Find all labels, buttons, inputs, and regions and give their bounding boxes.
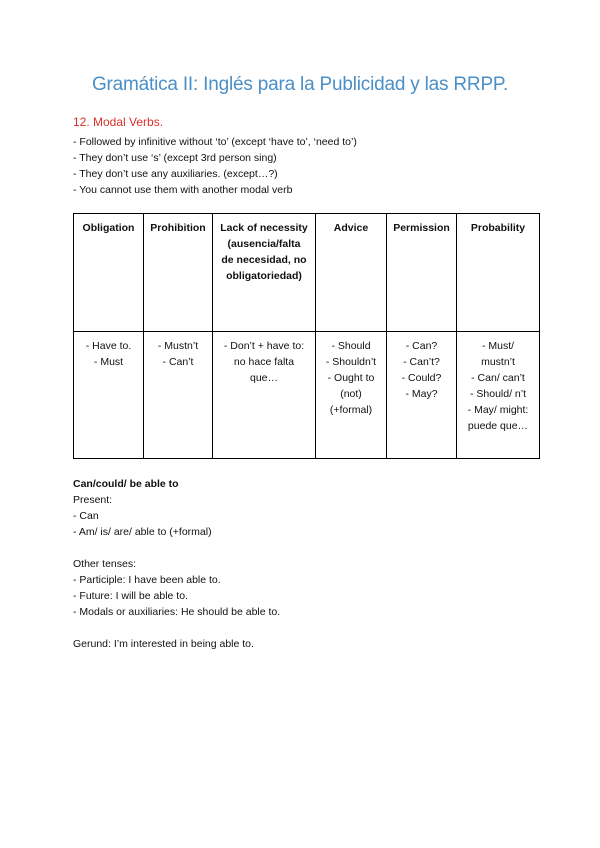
header-permission: Permission (387, 214, 457, 332)
other-tense-item: - Future: I will be able to. (73, 590, 188, 602)
cell-prohibition: - Mustn’t - Can’t (144, 332, 213, 459)
page-title: Gramática II: Inglés para la Publicidad y las RRPP. (91, 74, 509, 95)
rules-list (73, 134, 357, 198)
header-obligation: Obligation (74, 214, 144, 332)
cell-lack-of-necessity: - Don’t + have to: no hace falta que… (213, 332, 316, 459)
header-advice: Advice (316, 214, 387, 332)
table-header-row (74, 214, 540, 332)
header-probability: Probability (457, 214, 540, 332)
present-item: - Can (73, 510, 99, 522)
header-lack-of-necessity: Lack of necessity (ausencia/falta de necesidad, no obligatoriedad) (213, 214, 316, 332)
cell-permission: - Can? - Can’t? - Could? - May? (387, 332, 457, 459)
rule-item: - Followed by infinitive without ‘to’ (except ‘have to’, ‘need to’) (73, 136, 357, 148)
cell-probability: - Must/ mustn’t - Can/ can’t - Should/ n’t - May/ might: puede que… (457, 332, 540, 459)
modal-verbs-table (73, 213, 540, 459)
gerund-line: Gerund: I’m interested in being able to. (73, 638, 254, 650)
cell-advice: - Should - Shouldn’t - Ought to (not) (+formal) (316, 332, 387, 459)
section-heading: 12. Modal Verbs. (73, 115, 164, 129)
table-row (74, 332, 540, 459)
other-tense-item: - Participle: I have been able to. (73, 574, 221, 586)
other-tenses-label: Other tenses: (73, 558, 137, 570)
present-item: - Am/ is/ are/ able to (+formal) (73, 526, 212, 538)
present-label: Present: (73, 494, 113, 506)
can-could-section (73, 476, 280, 652)
rule-item: - They don’t use any auxiliaries. (except…?) (73, 168, 278, 180)
rule-item: - They don’t use ‘s’ (except 3rd person sing) (73, 152, 277, 164)
spacer (73, 540, 280, 556)
other-tense-item: - Modals or auxiliaries: He should be able to. (73, 606, 281, 618)
header-prohibition: Prohibition (144, 214, 213, 332)
spacer (73, 620, 280, 636)
rule-item: - You cannot use them with another modal verb (73, 184, 293, 196)
cell-obligation: - Have to. - Must (74, 332, 144, 459)
can-section-heading: Can/could/ be able to (73, 478, 179, 490)
